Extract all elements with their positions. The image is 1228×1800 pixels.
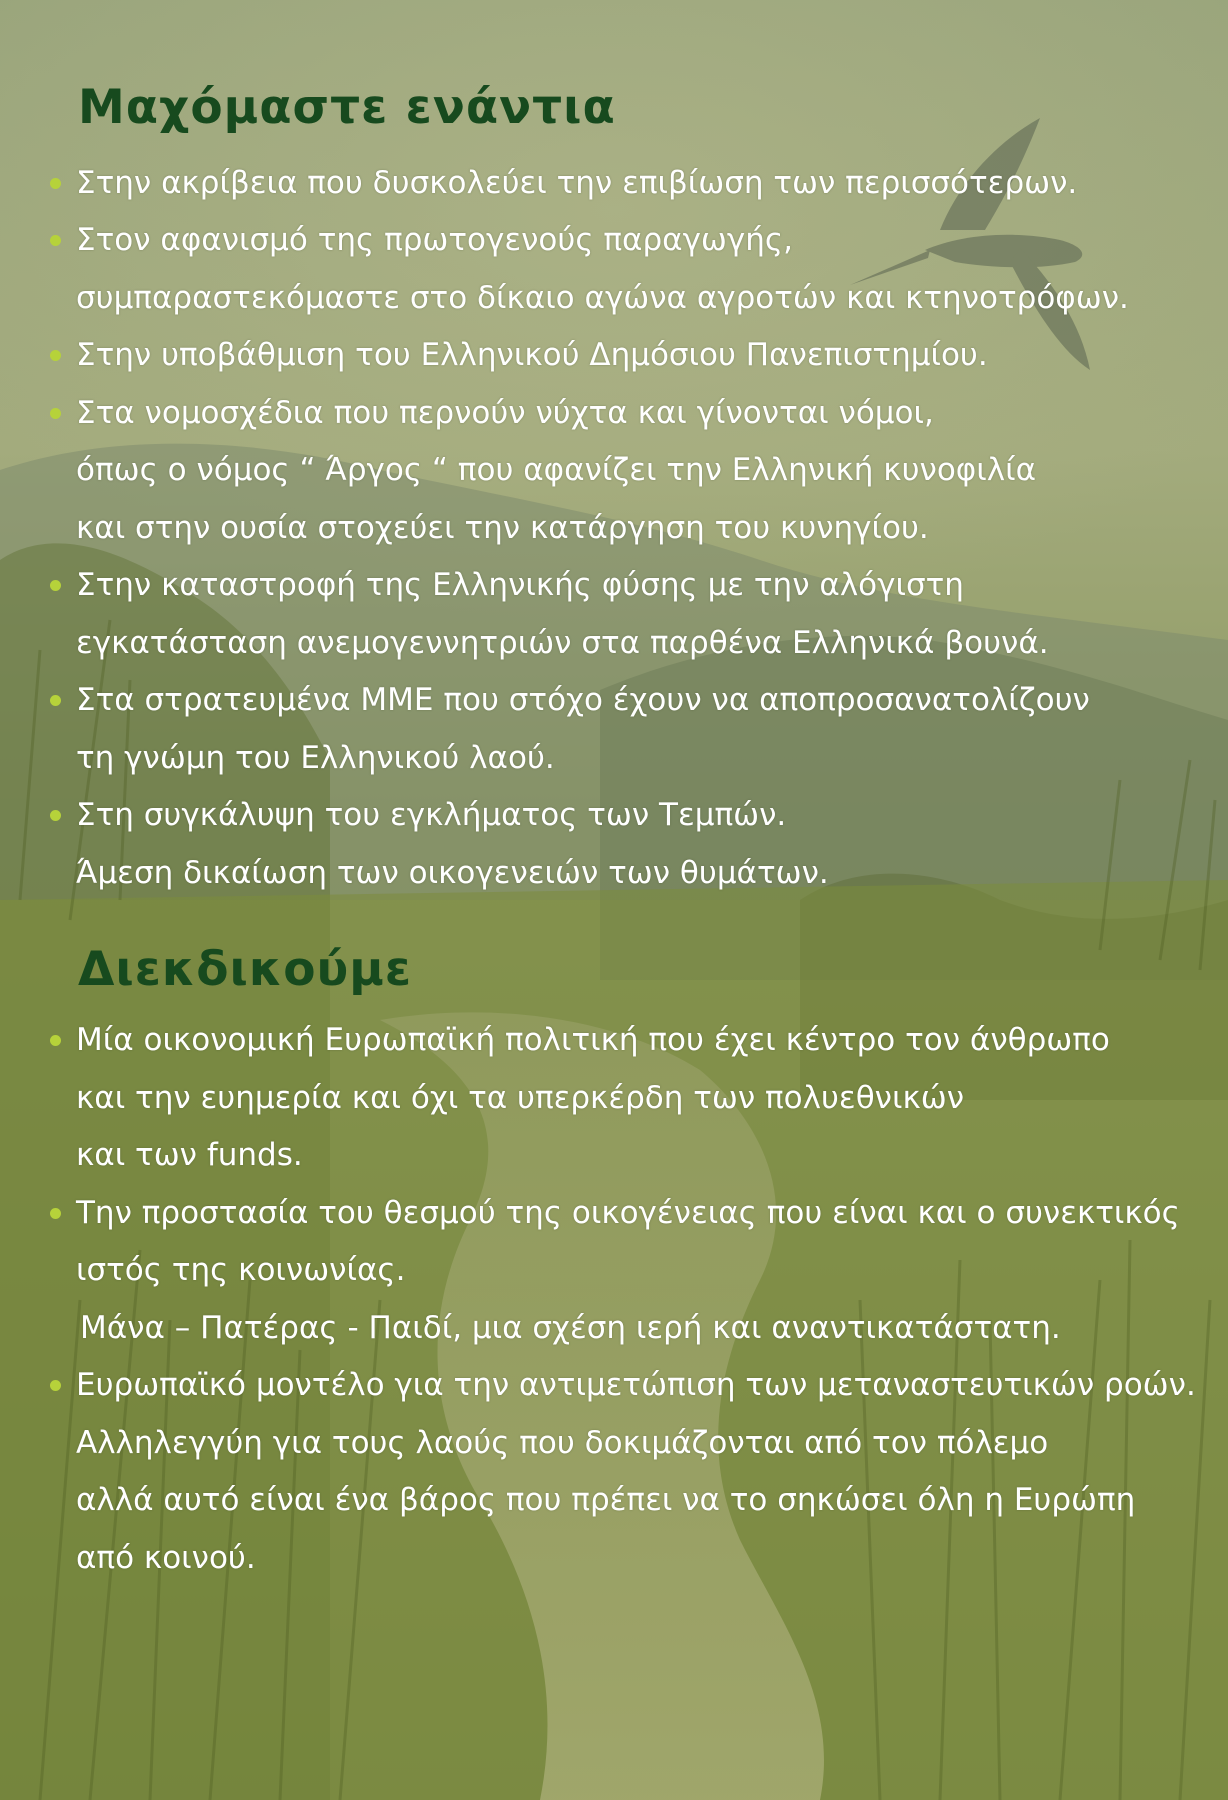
list-item-text: Την προστασία του θεσμού της οικογένειας που είναι και ο συνεκτικός — [76, 1195, 1180, 1231]
bullet-icon — [50, 580, 61, 591]
bullet-icon — [50, 810, 61, 821]
bullet-icon — [50, 235, 61, 246]
list-item-text: Μία οικονομική Ευρωπαϊκή πολιτική που έχει κέντρο τον άνθρωπο — [76, 1022, 1110, 1058]
list-item-text: Στον αφανισμό της πρωτογενούς παραγωγής, — [76, 222, 793, 258]
list-item-text: Στην καταστροφή της Ελληνικής φύσης με την αλόγιστη — [76, 567, 964, 603]
bullet-icon — [50, 1208, 61, 1219]
bullet-icon — [50, 1035, 61, 1046]
bullet-icon — [50, 695, 61, 706]
list-item-text: Στην ακρίβεια που δυσκολεύει την επιβίωση των περισσότερων. — [76, 165, 1078, 201]
list-item-text: και την ευημερία και όχι τα υπερκέρδη των πολυεθνικών — [76, 1080, 965, 1116]
list-item-text: εγκατάσταση ανεμογεννητριών στα παρθένα Ελληνικά βουνά. — [76, 625, 1049, 661]
bullet-icon — [50, 350, 61, 361]
list-item-text: από κοινού. — [76, 1540, 256, 1576]
list-item-text: και στην ουσία στοχεύει την κατάργηση του κυνηγίου. — [76, 510, 929, 546]
bullet-icon — [50, 1380, 61, 1391]
list-item-text: Στην υποβάθμιση του Ελληνικού Δημόσιου Πανεπιστημίου. — [76, 337, 988, 373]
list-item-text: Αλληλεγγύη για τους λαούς που δοκιμάζονται από τον πόλεμο — [76, 1425, 1049, 1461]
list-item-text: Άμεση δικαίωση των οικογενειών των θυμάτων. — [76, 855, 829, 891]
heading-we-demand: Διεκδικούμε — [78, 942, 413, 997]
list-item-text: όπως ο νόμος “ Άργος “ που αφανίζει την Ελληνική κυνοφιλία — [76, 452, 1037, 488]
list-item-text: Στα νομοσχέδια που περνούν νύχτα και γίνονται νόμοι, — [76, 395, 934, 431]
list-item-text: και των funds. — [76, 1137, 303, 1173]
list-item-text: Στη συγκάλυψη του εγκλήματος των Τεμπών. — [76, 797, 787, 833]
list-item-text: Ευρωπαϊκό μοντέλο για την αντιμετώπιση των μεταναστευτικών ροών. — [76, 1367, 1196, 1403]
list-item-text: συμπαραστεκόμαστε στο δίκαιο αγώνα αγροτών και κτηνοτρόφων. — [76, 280, 1129, 316]
list-item-text: Στα στρατευμένα ΜΜΕ που στόχο έχουν να αποπροσανατολίζουν — [76, 682, 1090, 718]
bullet-icon — [50, 408, 61, 419]
list-item-text: ιστός της κοινωνίας. — [76, 1252, 406, 1288]
list-item-text: Μάνα – Πατέρας - Παιδί, μια σχέση ιερή και αναντικατάστατη. — [80, 1310, 1061, 1346]
heading-fight-against: Μαχόμαστε ενάντια — [78, 80, 616, 135]
bullet-icon — [50, 178, 61, 189]
list-item-text: αλλά αυτό είναι ένα βάρος που πρέπει να το σηκώσει όλη η Ευρώπη — [76, 1482, 1136, 1518]
list-item-text: τη γνώμη του Ελληνικού λαού. — [76, 740, 555, 776]
